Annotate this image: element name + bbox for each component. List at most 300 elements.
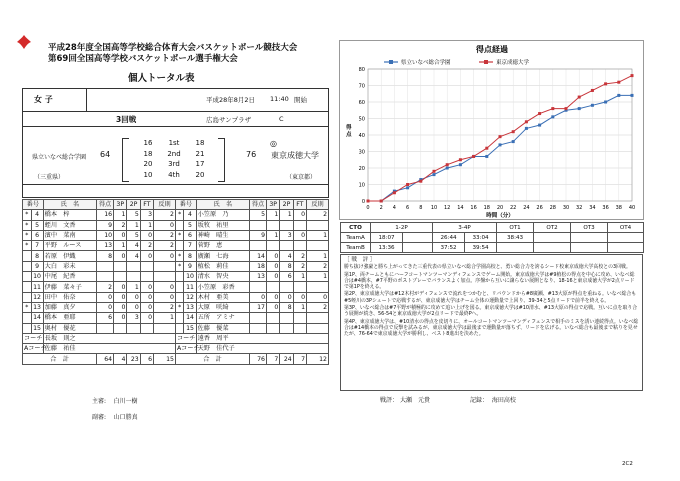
- y-tick-label: 70: [358, 83, 365, 90]
- player-f-cell: 0: [307, 292, 329, 302]
- series-point: [419, 180, 422, 183]
- series-point: [551, 107, 554, 110]
- player-ft-cell: [140, 261, 153, 271]
- player-p2-cell: 5: [127, 230, 140, 240]
- player-f-cell: 1: [307, 272, 329, 282]
- player-p2-cell: 6: [280, 272, 293, 282]
- series-point: [393, 191, 396, 194]
- y-tick-label: 20: [358, 166, 365, 172]
- championship-title: 第69回全国高等学校バスケットボール選手権大会: [48, 54, 238, 64]
- y-tick-label: 80: [358, 67, 365, 73]
- player-f-cell: 0: [154, 292, 176, 302]
- total-ft: 6: [140, 354, 153, 364]
- player-p2-cell: 1: [127, 220, 140, 230]
- player-s-cell: *: [23, 241, 32, 251]
- player-s-cell: *: [23, 220, 32, 230]
- player-f-cell: 0: [154, 282, 176, 292]
- player-f-cell: 2: [154, 210, 176, 220]
- series-point: [406, 186, 409, 189]
- x-tick-label: 20: [496, 205, 504, 211]
- x-tick-label: 0: [366, 205, 370, 211]
- player-p3-cell: 0: [114, 251, 127, 261]
- table-row: [23, 272, 329, 282]
- total-points: 64: [97, 354, 114, 364]
- game-start-label: 開始: [294, 96, 307, 104]
- game-time: 11:40: [270, 95, 289, 103]
- y-tick-label: 30: [358, 149, 365, 156]
- player-no-cell: 4: [31, 210, 43, 220]
- x-tick-label: 12: [444, 205, 451, 211]
- player-f-cell: [307, 323, 329, 333]
- player-p3-cell: [114, 323, 127, 333]
- timeout-cell: 33:04: [465, 233, 497, 243]
- player-p3-cell: [267, 313, 280, 323]
- player-no-cell: 10: [184, 272, 196, 282]
- player-p2-cell: 4: [127, 241, 140, 251]
- player-p3-cell: 0: [114, 282, 127, 292]
- sheet-title: 個人トータル表: [128, 73, 195, 84]
- coach-row: [23, 344, 329, 354]
- tournament-logo-icon: [16, 34, 32, 50]
- player-pts-cell: 0: [250, 292, 267, 302]
- y-tick-label: 0: [361, 199, 365, 205]
- timeout-row: [341, 233, 644, 243]
- player-p2-cell: 1: [127, 282, 140, 292]
- series-point: [512, 140, 515, 143]
- col-2p-b: 2P: [280, 200, 293, 210]
- timeout-header-row: [341, 223, 644, 233]
- timeout-cell: 18:07: [371, 233, 403, 243]
- x-tick-label: 10: [430, 205, 438, 211]
- series-point: [551, 115, 554, 118]
- coach-role: Aコーチ: [176, 345, 200, 353]
- player-ft-cell: 0: [293, 230, 306, 240]
- player-p2-cell: [280, 241, 293, 251]
- coach-name: 天野 佳代子: [196, 344, 328, 354]
- timeout-cell: 26:44: [433, 233, 465, 243]
- player-no-cell: 5: [31, 220, 43, 230]
- player-p3-cell: [114, 272, 127, 282]
- col-3p-b: 3P: [267, 200, 280, 210]
- review-writer: 戦評： 大瀬 元貴: [380, 397, 430, 404]
- table-row: [23, 251, 329, 261]
- timeout-cell: [534, 243, 571, 253]
- review-paragraph: 第3P、いなべ総合は#7平野が積極的に攻めて追い上げを図る。東京成徳大学は#10清水、#13大原の得点で応戦。互いに点を取り合う展開が続き、56-54と東京成徳大学が2点リードで最終Pへ。: [344, 305, 638, 318]
- player-ft-cell: 0: [140, 302, 153, 312]
- player-s-cell: *: [23, 302, 32, 312]
- x-tick-label: 6: [406, 205, 410, 211]
- player-no-cell: 13: [184, 302, 196, 312]
- player-name-cell: 坂牧 祐里: [196, 220, 249, 230]
- series-point: [499, 135, 502, 138]
- player-ft-cell: [293, 323, 306, 333]
- player-p3-cell: 0: [267, 261, 280, 271]
- stats-header-row: [23, 200, 329, 210]
- quarter-row-3: 20 3rd 17: [143, 160, 205, 168]
- player-no-cell: 10: [31, 272, 43, 282]
- player-s-cell: *: [175, 210, 184, 220]
- player-p2-cell: 0: [280, 292, 293, 302]
- player-ft-cell: [140, 323, 153, 333]
- player-no-cell: 8: [184, 251, 196, 261]
- player-pts-cell: 18: [250, 261, 267, 271]
- player-p3-cell: 0: [267, 272, 280, 282]
- player-p3-cell: 0: [267, 251, 280, 261]
- player-s-cell: [23, 313, 32, 323]
- review-paragraph: 勝ち抜け強豪と勝ち上がってきた三重代表の県立いなべ総合学園高校と、勇い総合力を誇るシード校東京成徳大学高校との3回戦。: [344, 264, 631, 271]
- player-no-cell: 5: [184, 220, 196, 230]
- legend-marker: [484, 60, 488, 64]
- player-s-cell: [23, 272, 32, 282]
- player-ft-cell: [293, 282, 306, 292]
- player-ft-cell: 1: [140, 220, 153, 230]
- total-fouls: 12: [307, 354, 329, 364]
- series-point: [538, 112, 541, 115]
- player-f-cell: 1: [307, 230, 329, 240]
- series-point: [485, 155, 488, 158]
- series-point: [578, 107, 581, 110]
- player-f-cell: 2: [154, 230, 176, 240]
- page-code: 2C2: [622, 461, 633, 467]
- series-point: [446, 163, 449, 166]
- legend-label: 東京成徳大学: [496, 60, 530, 66]
- player-name-cell: 神崎 晴生: [196, 230, 249, 240]
- timeout-cell: [534, 233, 571, 243]
- coach-name: 佐藤 祐佳: [43, 344, 175, 354]
- player-f-cell: [154, 272, 176, 282]
- series-point: [617, 94, 620, 97]
- timeout-cell: [571, 233, 608, 243]
- quarter-scores: [136, 138, 218, 180]
- x-tick-label: 32: [576, 205, 583, 211]
- timeout-cell: TeamB: [341, 243, 371, 253]
- timeout-cell: [403, 243, 433, 253]
- player-name-cell: 大白 彩未: [43, 261, 96, 271]
- player-no-cell: 14: [31, 313, 43, 323]
- quarter-row-4: 10 4th 20: [143, 170, 205, 179]
- x-tick-label: 18: [483, 205, 490, 211]
- player-pts-cell: [250, 220, 267, 230]
- x-tick-label: 34: [589, 205, 596, 211]
- player-name-cell: 清水 智央: [196, 272, 249, 282]
- player-no-cell: 9: [31, 261, 43, 271]
- player-no-cell: 7: [31, 241, 43, 251]
- series-point: [459, 158, 462, 161]
- player-ft-cell: 3: [140, 210, 153, 220]
- series-point: [499, 143, 502, 146]
- series-point: [591, 104, 594, 107]
- player-name-cell: 菅野 恵: [196, 241, 249, 251]
- player-p3-cell: 0: [114, 292, 127, 302]
- team-a-name: 県立いなべ総合学園: [32, 154, 87, 161]
- table-row: [23, 292, 329, 302]
- review-title: ［ 戦 評 ］: [344, 257, 376, 263]
- player-ft-cell: 0: [140, 313, 153, 323]
- player-no-cell: 4: [184, 210, 196, 220]
- coach-name: 遠香 周平: [196, 333, 328, 343]
- player-s-cell: [175, 241, 184, 251]
- player-no-cell: 12: [184, 292, 196, 302]
- player-p3-cell: 1: [114, 241, 127, 251]
- coach-name: 長坂 則之: [43, 333, 175, 343]
- player-p2-cell: [280, 313, 293, 323]
- x-tick-label: 16: [470, 205, 477, 211]
- player-ft-cell: 2: [140, 241, 153, 251]
- player-name-cell: 植松 莉佳: [196, 261, 249, 271]
- player-stats-table: [22, 199, 329, 365]
- player-pts-cell: 14: [250, 251, 267, 261]
- player-p2-cell: [280, 282, 293, 292]
- player-ft-cell: [293, 313, 306, 323]
- timeout-cell: [608, 233, 644, 243]
- x-tick-label: 14: [457, 205, 464, 211]
- score-progress-chart: [339, 40, 644, 220]
- x-tick-label: 38: [615, 205, 622, 211]
- col-2p: 2P: [127, 200, 140, 210]
- player-name-cell: 濱中 菜南: [43, 230, 96, 240]
- quarter-row-1: 16 1st 18: [143, 139, 205, 147]
- x-tick-label: 2: [379, 205, 383, 211]
- series-point: [433, 170, 436, 173]
- legend-marker: [389, 60, 393, 64]
- player-s-cell: *: [175, 302, 184, 312]
- player-p3-cell: 0: [114, 302, 127, 312]
- table-row: [23, 230, 329, 240]
- player-p2-cell: 0: [127, 292, 140, 302]
- player-p2-cell: 1: [280, 210, 293, 220]
- player-pts-cell: 2: [97, 282, 114, 292]
- legend-label: 県立いなべ総合学園: [401, 60, 451, 66]
- player-name-cell: 木村 亜美: [196, 292, 249, 302]
- player-s-cell: *: [175, 230, 184, 240]
- col-points-b: 得点: [250, 200, 267, 210]
- player-name-cell: 五所 アミナ: [196, 313, 249, 323]
- timeout-header-cell: OT2: [534, 223, 571, 233]
- player-p3-cell: [114, 261, 127, 271]
- player-p3-cell: 1: [114, 210, 127, 220]
- series-point: [406, 183, 409, 186]
- col-ft: FT: [140, 200, 153, 210]
- player-no-cell: 15: [184, 323, 196, 333]
- player-p3-cell: 0: [114, 313, 127, 323]
- player-f-cell: 2: [307, 261, 329, 271]
- timeout-cell: [403, 233, 433, 243]
- score-progress-svg: [340, 41, 643, 219]
- player-s-cell: *: [175, 251, 184, 261]
- table-row: [23, 313, 329, 323]
- col-number-b: 番号: [175, 200, 196, 210]
- player-p2-cell: 8: [280, 302, 293, 312]
- player-p2-cell: [280, 323, 293, 333]
- player-pts-cell: 9: [250, 230, 267, 240]
- player-pts-cell: 0: [97, 302, 114, 312]
- player-ft-cell: 1: [293, 302, 306, 312]
- total-fouls: 15: [154, 354, 176, 364]
- x-tick-label: 40: [628, 205, 636, 211]
- player-p2-cell: 5: [127, 210, 140, 220]
- team-a-prefecture: （三重県）: [34, 174, 65, 181]
- table-row: [23, 282, 329, 292]
- player-pts-cell: 17: [250, 302, 267, 312]
- player-s-cell: *: [23, 210, 32, 220]
- y-tick-label: 40: [358, 133, 365, 139]
- total-label: 合 計: [175, 354, 249, 364]
- timeout-cell: [497, 243, 534, 253]
- total-row: [23, 354, 329, 364]
- player-p3-cell: [267, 220, 280, 230]
- player-pts-cell: 6: [97, 313, 114, 323]
- player-name-cell: 平野 ルース: [43, 241, 96, 251]
- tournament-title: 平成28年度全国高等学校総合体育大会バスケットボール競技大会: [48, 43, 298, 53]
- review-recorder: 記録： 海田高校: [470, 397, 516, 404]
- timeout-cell: 13:36: [371, 243, 403, 253]
- col-number: 番号: [23, 200, 44, 210]
- player-name-cell: 廣瀬 七海: [196, 251, 249, 261]
- player-no-cell: 14: [184, 313, 196, 323]
- player-s-cell: [175, 272, 184, 282]
- player-name-cell: 橋本 亜耶: [43, 313, 96, 323]
- y-tick-label: 50: [358, 116, 365, 123]
- series-point: [512, 130, 515, 133]
- table-row: [23, 241, 329, 251]
- coach-row: [23, 333, 329, 343]
- chart-title: 得点経過: [476, 45, 508, 54]
- player-p2-cell: 4: [280, 251, 293, 261]
- player-f-cell: 1: [154, 313, 176, 323]
- timeout-table: [340, 222, 644, 253]
- player-p2-cell: 0: [127, 302, 140, 312]
- timeout-cell: 37:52: [433, 243, 465, 253]
- col-3p: 3P: [114, 200, 127, 210]
- timeout-header-cell: CTO: [341, 223, 371, 233]
- x-tick-label: 28: [549, 205, 556, 211]
- player-no-cell: 8: [31, 251, 43, 261]
- player-p2-cell: 3: [127, 313, 140, 323]
- player-ft-cell: [293, 220, 306, 230]
- game-date: 平成28年8月2日: [206, 96, 256, 104]
- player-pts-cell: [97, 261, 114, 271]
- y-axis-label: 得点: [346, 125, 352, 138]
- player-ft-cell: [140, 272, 153, 282]
- player-s-cell: [175, 313, 184, 323]
- player-name-cell: 加藤 真夕: [43, 302, 96, 312]
- x-tick-label: 26: [536, 205, 543, 211]
- series-point: [631, 74, 634, 77]
- total-2p: 24: [280, 354, 293, 364]
- table-row: [23, 261, 329, 271]
- player-f-cell: [307, 241, 329, 251]
- col-points: 得点: [97, 200, 114, 210]
- table-row: [23, 323, 329, 333]
- series-point: [631, 94, 634, 97]
- player-name-cell: 若原 伊織: [43, 251, 96, 261]
- winner-mark: ◎: [270, 139, 277, 148]
- player-pts-cell: [97, 272, 114, 282]
- player-no-cell: 7: [184, 241, 196, 251]
- player-ft-cell: 0: [293, 210, 306, 220]
- player-s-cell: [23, 292, 32, 302]
- player-ft-cell: 2: [293, 251, 306, 261]
- player-no-cell: 15: [31, 323, 43, 333]
- timeout-header-cell: OT3: [571, 223, 608, 233]
- team-b-prefecture: （東京都）: [286, 174, 317, 181]
- timeout-header-cell: 1-2P: [371, 223, 433, 233]
- game-gender: 女 子: [34, 95, 53, 104]
- player-p3-cell: [267, 241, 280, 251]
- col-name-b: 氏 名: [196, 200, 249, 210]
- team-a-score: 64: [100, 150, 111, 159]
- series-point: [367, 200, 370, 203]
- player-p2-cell: 3: [280, 230, 293, 240]
- timeout-cell: [608, 243, 644, 253]
- series-point: [433, 173, 436, 176]
- player-no-cell: 9: [184, 261, 196, 271]
- y-tick-label: 10: [358, 182, 365, 189]
- col-name: 氏 名: [43, 200, 96, 210]
- player-s-cell: [23, 323, 32, 333]
- total-ft: 7: [293, 354, 306, 364]
- player-s-cell: *: [175, 261, 184, 271]
- timeout-cell: TeamA: [341, 233, 371, 243]
- coach-role: コーチ: [24, 335, 43, 342]
- player-ft-cell: 0: [140, 292, 153, 302]
- player-ft-cell: 1: [293, 272, 306, 282]
- timeout-cell: [571, 243, 608, 253]
- player-s-cell: [23, 261, 32, 271]
- player-p3-cell: [267, 323, 280, 333]
- player-p3-cell: 0: [267, 302, 280, 312]
- team-b-name: 東京成徳大学: [271, 151, 319, 160]
- table-row: [23, 210, 329, 220]
- player-name-cell: 田中 佑奈: [43, 292, 96, 302]
- player-f-cell: 2: [154, 241, 176, 251]
- col-ft-b: FT: [293, 200, 306, 210]
- timeout-cell: 39:54: [465, 243, 497, 253]
- total-points: 76: [250, 354, 267, 364]
- player-ft-cell: [293, 241, 306, 251]
- x-tick-label: 4: [392, 205, 396, 211]
- series-point: [472, 155, 475, 158]
- player-ft-cell: 2: [293, 261, 306, 271]
- x-tick-label: 30: [562, 205, 570, 211]
- coach-role: Aコーチ: [24, 345, 47, 353]
- player-pts-cell: [250, 282, 267, 292]
- player-no-cell: 11: [184, 282, 196, 292]
- player-p2-cell: 4: [127, 251, 140, 261]
- coach-role: コーチ: [176, 335, 196, 342]
- player-ft-cell: 0: [293, 292, 306, 302]
- player-p3-cell: 2: [114, 220, 127, 230]
- player-pts-cell: 9: [97, 220, 114, 230]
- team-b-score: 76: [246, 150, 257, 159]
- game-venue: 広島サンプラザ: [206, 116, 252, 124]
- series-point: [604, 101, 607, 104]
- umpire: 副審: 山口勝真: [92, 414, 138, 421]
- review-paragraph: 第1P、両チームともにハーフコートマンツーマンディフェンスでゲーム開始。東京成徳大学は#9植松の得点を中心に攻め、いなべ総合は#4橋本、#7平野のポストプレーでバランスよく加点。序盤から互いに譲らない展開となり、18-16と東京成徳大学が2点リードで第1Pを終える。: [344, 271, 635, 291]
- series-point: [591, 89, 594, 92]
- table-row: [23, 220, 329, 230]
- review-paragraph: 第2P、東京成徳大学は#12木村がディフェンスで流れをつかむと、リバウンドから#8廣瀬、#13大原が得点を重ねる。いなべ総合も#5蛭川の3Pシュートで応戦するが、東京成徳大学はチーム全体の運動量で上回り、39-34と5点リードで前半を終える。: [344, 291, 637, 304]
- chief-referee: 主審: 白川一樹: [92, 398, 138, 405]
- player-name-cell: 橋本 梓: [43, 210, 96, 220]
- player-p2-cell: [280, 220, 293, 230]
- series-point: [538, 124, 541, 127]
- player-f-cell: 2: [154, 302, 176, 312]
- game-round: 3回戦: [116, 115, 137, 124]
- timeout-cell: 38:43: [497, 233, 534, 243]
- player-s-cell: *: [23, 230, 32, 240]
- player-f-cell: [154, 323, 176, 333]
